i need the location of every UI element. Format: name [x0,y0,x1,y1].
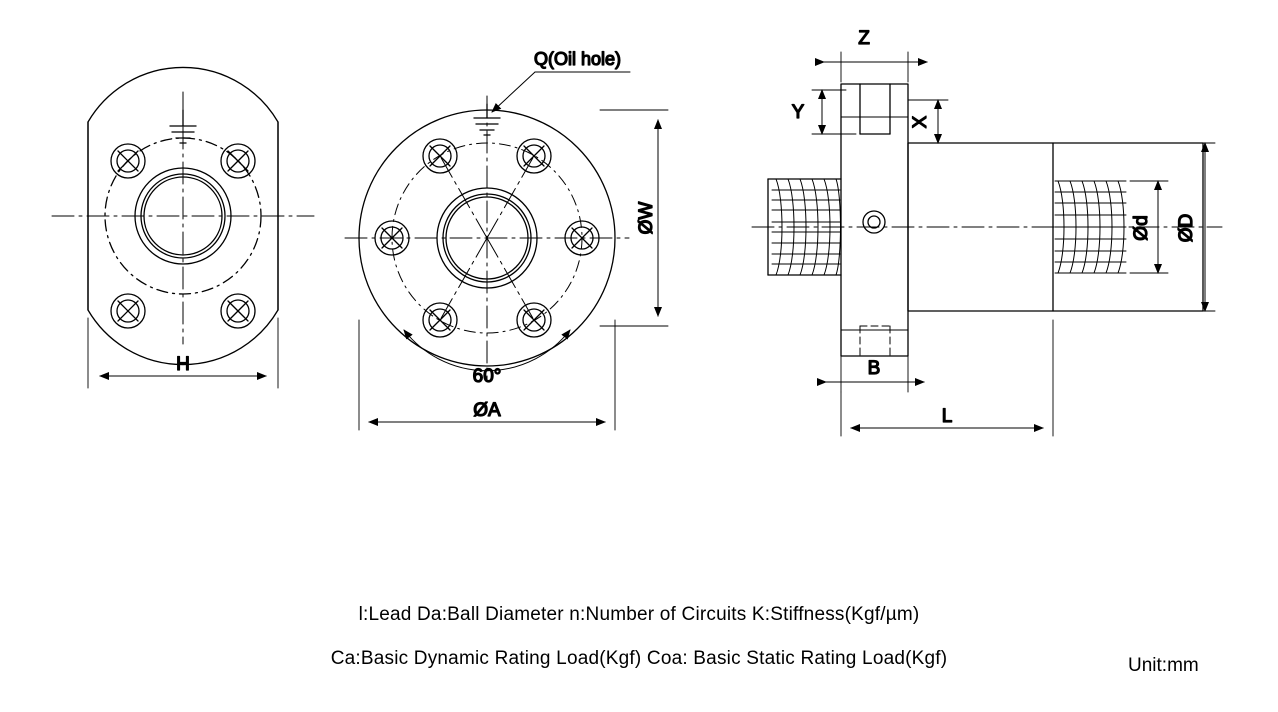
unit-note: Unit:mm [1128,655,1199,676]
front-view-flange [345,49,668,430]
label-D: ØD [1176,213,1197,243]
label-Z: Z [858,28,870,49]
label-W: ØW [636,201,657,235]
label-B: B [867,358,881,379]
legend-line-1: l:Lead Da:Ball Diameter n:Number of Circuits K:Stiffness(Kgf/µm) [358,604,920,625]
label-H: H [176,354,190,375]
label-d: Ød [1131,215,1152,241]
label-60deg: 60° [472,366,502,387]
label-oil-hole: Q(Oil hole) [534,49,622,69]
assembly-view [752,28,1222,436]
label-L: L [941,406,953,427]
legend-line-2: Ca:Basic Dynamic Rating Load(Kgf) Coa: Basic Static Rating Load(Kgf) [330,648,948,669]
side-view-left [52,67,314,388]
label-X: X [910,115,931,129]
label-Y: Y [791,102,805,123]
label-A: ØA [473,400,501,421]
